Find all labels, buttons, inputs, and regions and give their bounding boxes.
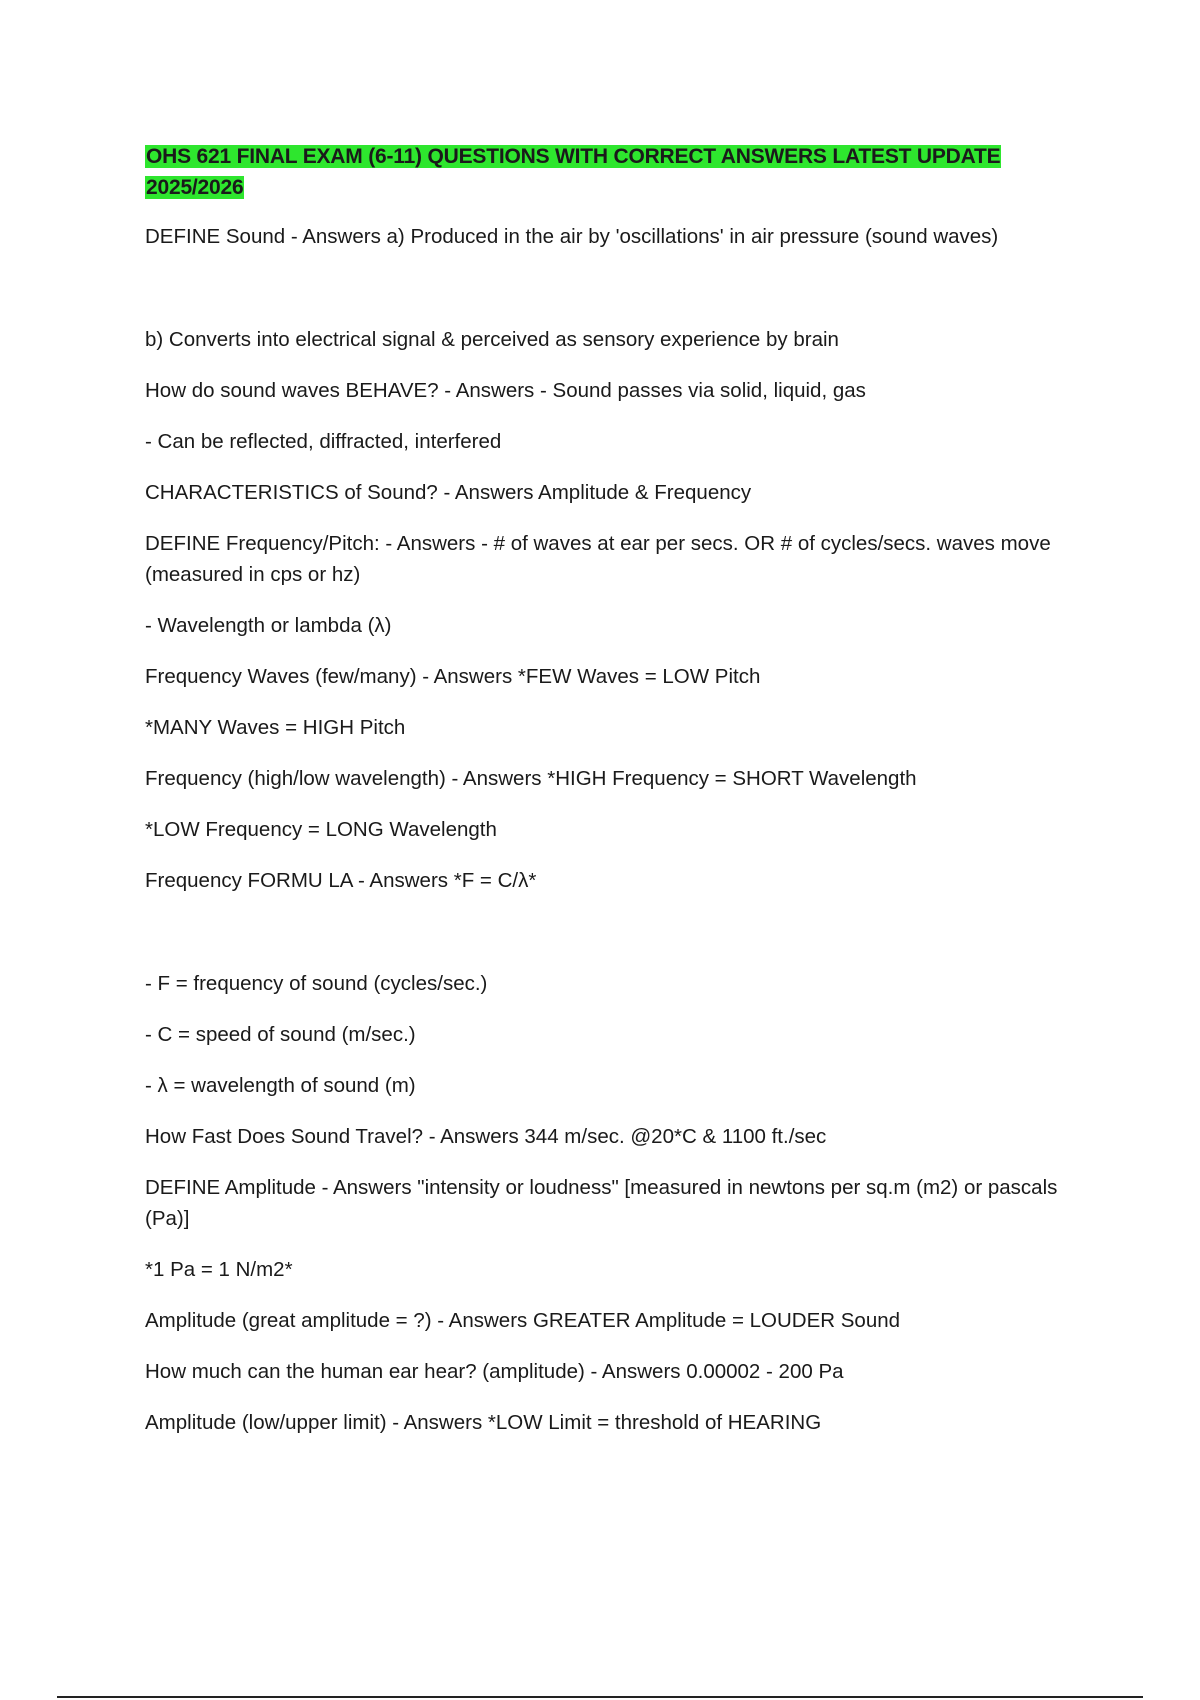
paragraph-sound-characteristics: CHARACTERISTICS of Sound? - Answers Amplitude & Frequency — [145, 481, 752, 504]
paragraph-wavelength: - Wavelength or lambda (λ) — [145, 614, 392, 637]
document-title — [145, 141, 1075, 203]
paragraph-sound-behavior: How do sound waves BEHAVE? - Answers - Sound passes via solid, liquid, gas — [145, 379, 866, 402]
paragraph-formula-lambda: - λ = wavelength of sound (m) — [145, 1074, 416, 1097]
paragraph-sound-speed: How Fast Does Sound Travel? - Answers 344 m/sec. @20*C & 1100 ft./sec — [145, 1125, 827, 1148]
paragraph-frequency-formula: Frequency FORMU LA - Answers *F = C/λ* — [145, 869, 537, 892]
paragraph-pascal: *1 Pa = 1 N/m2* — [145, 1258, 293, 1281]
paragraph-define-sound: DEFINE Sound - Answers a) Produced in the air by 'oscillations' in air pressure (sound waves) — [145, 225, 999, 248]
paragraph-frequency-waves: Frequency Waves (few/many) - Answers *FEW Waves = LOW Pitch — [145, 665, 761, 688]
paragraph-frequency-wavelength: Frequency (high/low wavelength) - Answers *HIGH Frequency = SHORT Wavelength — [145, 767, 917, 790]
paragraph-define-amplitude: DEFINE Amplitude - Answers "intensity or loudness" [measured in newtons per sq.m (m2) or pascals (Pa)] — [145, 1176, 1064, 1230]
paragraph-sound-reflection: - Can be reflected, diffracted, interfered — [145, 430, 502, 453]
paragraph-define-frequency: DEFINE Frequency/Pitch: - Answers - # of waves at ear per secs. OR # of cycles/secs. waves move (measured in cps or hz) — [145, 532, 1057, 586]
paragraph-low-frequency: *LOW Frequency = LONG Wavelength — [145, 818, 497, 841]
paragraph-amplitude-limits: Amplitude (low/upper limit) - Answers *LOW Limit = threshold of HEARING — [145, 1411, 822, 1434]
paragraph-many-waves: *MANY Waves = HIGH Pitch — [145, 716, 406, 739]
paragraph-formula-f: - F = frequency of sound (cycles/sec.) — [145, 972, 488, 995]
paragraph-formula-c: - C = speed of sound (m/sec.) — [145, 1023, 416, 1046]
paragraph-great-amplitude: Amplitude (great amplitude = ?) - Answers GREATER Amplitude = LOUDER Sound — [145, 1309, 901, 1332]
page-bottom-divider — [57, 1696, 1143, 1698]
document-title-text: OHS 621 FINAL EXAM (6-11) QUESTIONS WITH CORRECT ANSWERS LATEST UPDATE 2025/2026 — [146, 145, 1001, 199]
paragraph-sound-conversion: b) Converts into electrical signal & perceived as sensory experience by brain — [145, 328, 839, 351]
paragraph-human-ear: How much can the human ear hear? (amplitude) - Answers 0.00002 - 200 Pa — [145, 1360, 844, 1383]
document-body — [145, 141, 1075, 1458]
